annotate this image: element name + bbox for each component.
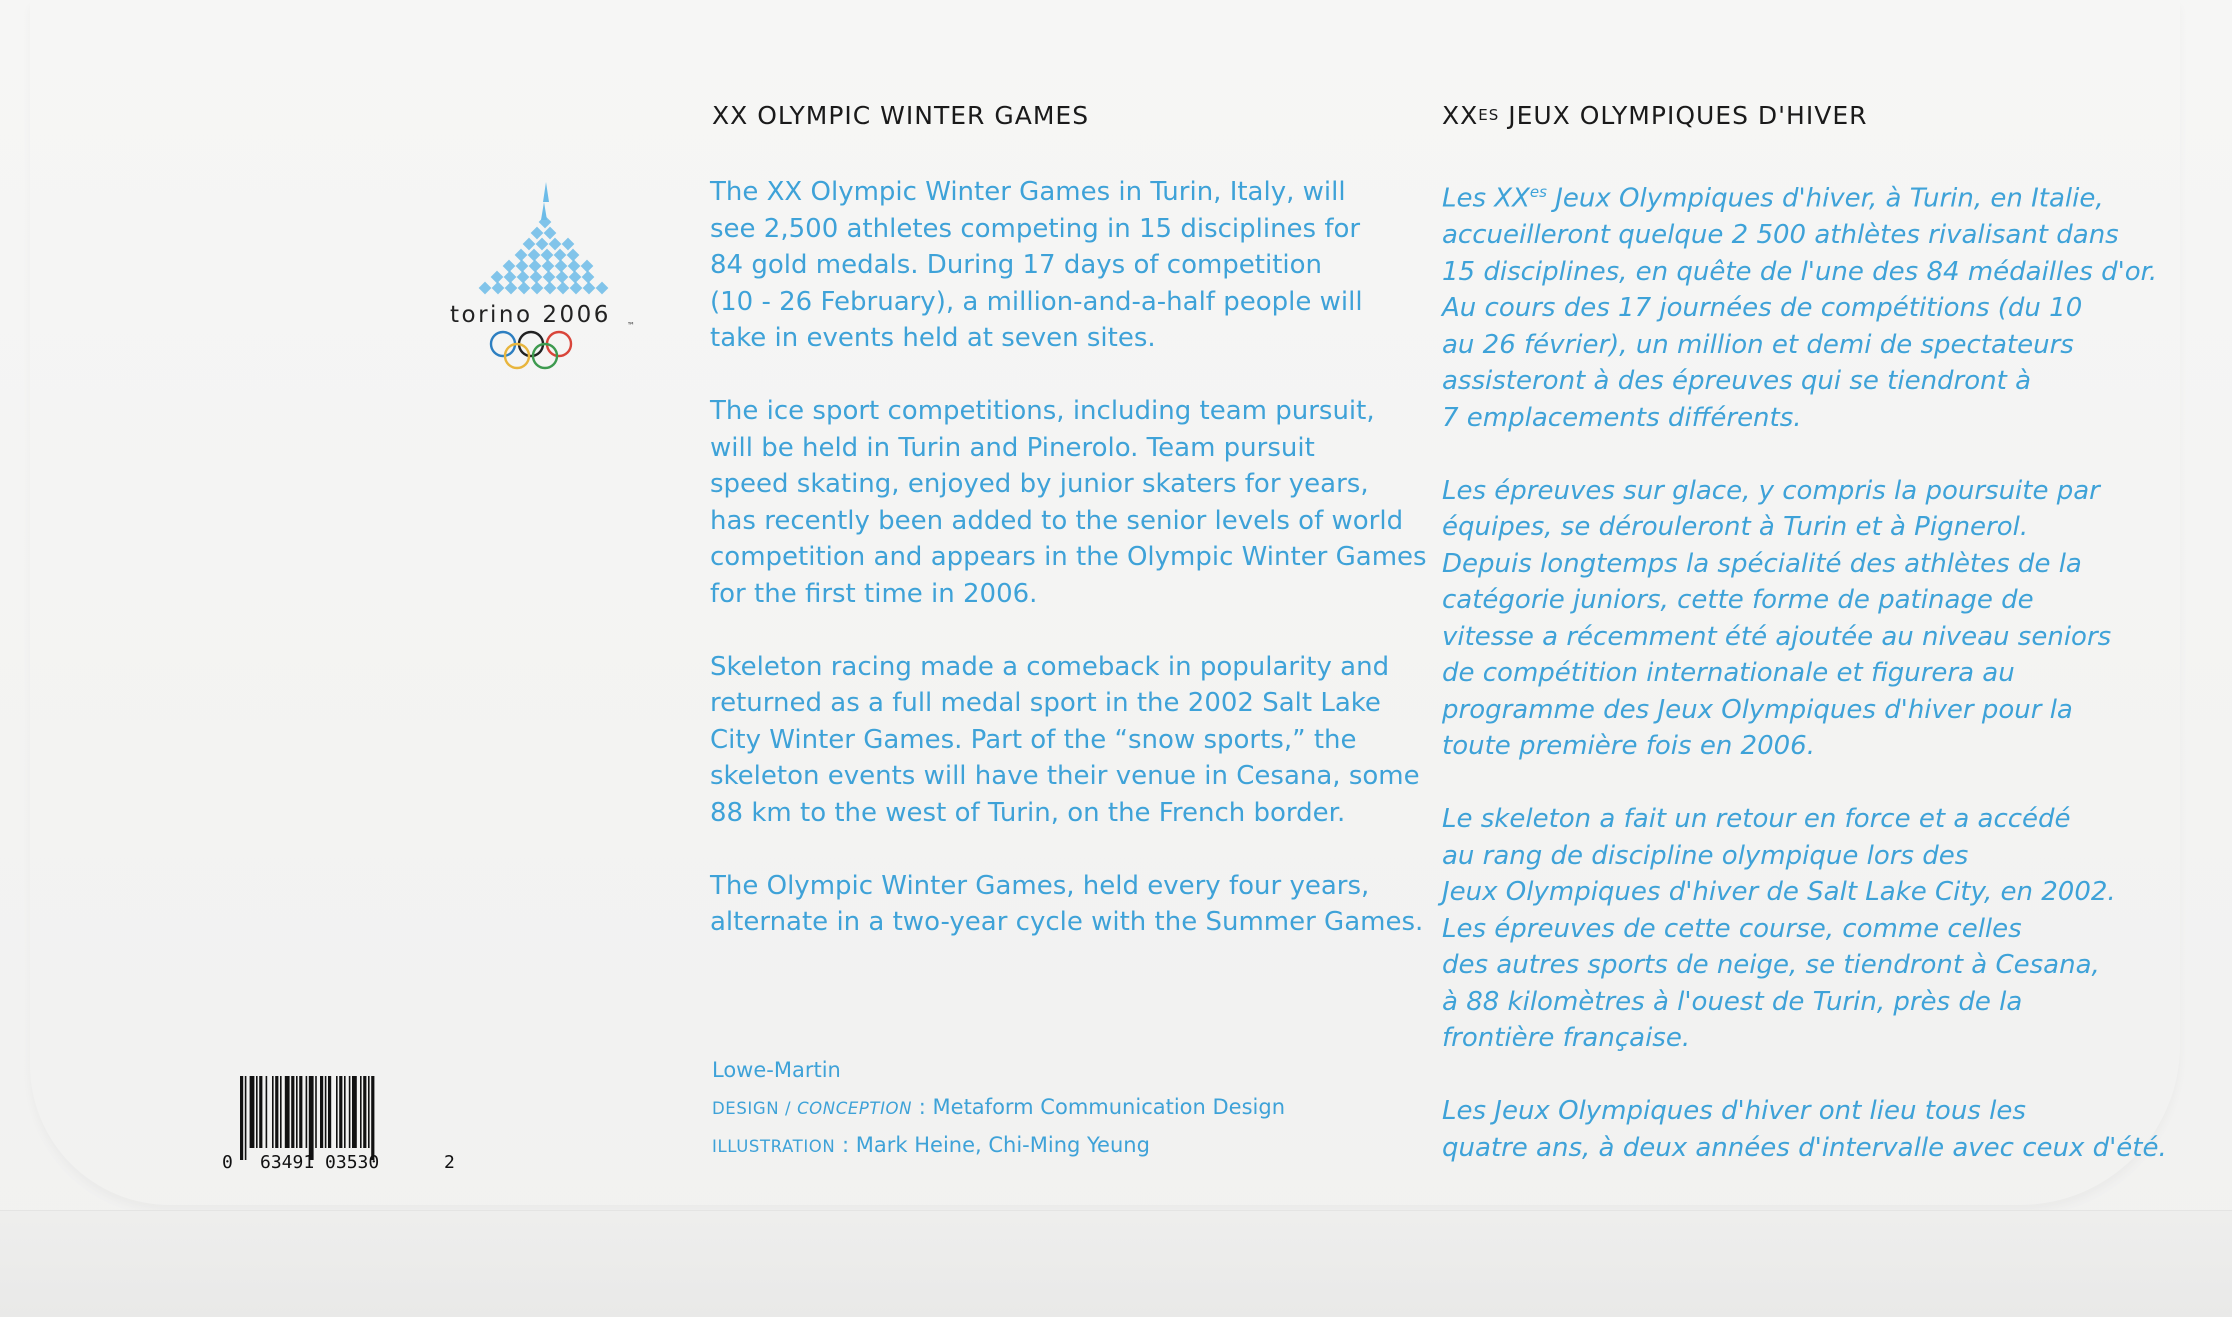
barcode-bar	[259, 1076, 262, 1148]
french-heading-rest: JEUX OLYMPIQUES D'HIVER	[1499, 101, 1868, 130]
logo-diamond	[596, 282, 609, 295]
logo-diamond	[570, 282, 583, 295]
logo-diamond	[515, 249, 528, 262]
barcode-digits: 63491 03530	[260, 1152, 380, 1170]
logo-diamond	[529, 260, 542, 273]
french-body	[1442, 174, 2167, 1203]
barcode-bar	[368, 1076, 370, 1148]
logo-diamond	[555, 260, 568, 273]
torino-2006-logo	[445, 180, 645, 380]
logo-diamond-grid	[479, 182, 609, 294]
french-paragraph-1-prefix: Les XX	[1442, 183, 1530, 214]
logo-diamond	[530, 271, 543, 284]
illustration-value: Mark Heine, Chi-Ming Yeung	[855, 1133, 1150, 1157]
barcode-bar	[349, 1076, 351, 1148]
barcode-bar	[245, 1076, 247, 1160]
logo-diamond	[517, 271, 530, 284]
design-label: DESIGN /	[712, 1099, 798, 1118]
barcode-bar	[371, 1076, 374, 1160]
english-paragraph-2: The ice sport competitions, including team pursuit, will be held in Turin and Pinerolo. Team pursuit speed skating, enjoyed by junior skaters for years, has recently been added to the senior levels of world competition and appears in the Olympic Winter Games for the first time in 2006.	[710, 396, 1427, 609]
logo-spire	[541, 182, 549, 220]
logo-diamond	[491, 271, 504, 284]
barcode-bar	[285, 1076, 290, 1148]
barcode-bar	[280, 1076, 282, 1148]
logo-diamond	[531, 282, 544, 295]
logo-diamond	[531, 227, 544, 240]
design-credit	[712, 1089, 1285, 1127]
barcode-bar	[275, 1076, 278, 1148]
design-label-french: CONCEPTION	[797, 1099, 913, 1118]
logo-diamond	[544, 227, 557, 240]
french-paragraph-4: Les Jeux Olympiques d'hiver ont lieu tous les quatre ans, à deux années d'intervalle avec ceux d'été.	[1442, 1096, 2167, 1163]
logo-diamond	[568, 260, 581, 273]
barcode-bars	[240, 1076, 374, 1160]
barcode-bar	[336, 1076, 338, 1148]
french-paragraph-1-superscript: es	[1529, 183, 1547, 201]
logo-diamond	[549, 238, 562, 251]
logo-diamond	[543, 271, 556, 284]
logo-diamond	[518, 282, 531, 295]
barcode-bar	[325, 1076, 327, 1148]
logo-diamond	[582, 271, 595, 284]
french-paragraph-1	[1442, 174, 2167, 436]
barcode-bar	[328, 1076, 331, 1148]
barcode-bar	[266, 1076, 268, 1148]
english-paragraph-3: Skeleton racing made a comeback in popularity and returned as a full medal sport in the 2002 Salt Lake City Winter Games. Part of the “snow sports,” the skeleton events will have their venue in Cesana, some 88 km to the west of Turin, on the French border.	[710, 651, 1420, 828]
french-heading-prefix: XX	[1442, 101, 1479, 130]
logo-diamond	[492, 282, 505, 295]
illustration-credit	[712, 1127, 1285, 1165]
barcode-bar	[291, 1076, 294, 1148]
logo-diamond	[505, 282, 518, 295]
barcode-bar	[299, 1076, 302, 1148]
barcode-bar	[339, 1076, 342, 1148]
envelope-bottom-flap	[0, 1210, 2232, 1317]
barcode-bar	[344, 1076, 346, 1148]
french-heading-superscript: ES	[1478, 106, 1500, 124]
logo-diamond	[516, 260, 529, 273]
barcode-bar	[360, 1076, 362, 1148]
english-heading: XX OLYMPIC WINTER GAMES	[712, 101, 1090, 130]
logo-tm: ™	[627, 321, 635, 330]
barcode-bar	[352, 1076, 357, 1148]
logo-diamond	[554, 249, 567, 262]
barcode-bar	[272, 1076, 274, 1148]
logo-diamond	[539, 216, 552, 229]
logo-diamond	[556, 271, 569, 284]
barcode-bar	[296, 1076, 298, 1148]
french-paragraph-2: Les épreuves sur glace, y compris la poursuite par équipes, se dérouleront à Turin et à Pignerol. Depuis longtemps la spécialité des athlètes de la catégorie juniors, cette forme de patinage de vitesse a récemment été ajoutée au niveau seniors de compétition internationale et figurera au programme des Jeux Olympiques d'hiver pour la toute première fois en 2006.	[1442, 475, 2112, 762]
logo-diamond	[504, 271, 517, 284]
olympic-rings-icon	[491, 332, 571, 368]
french-paragraph-3: Le skeleton a fait un retour en force et a accédé au rang de discipline olympique lors des Jeux Olympiques d'hiver de Salt Lake City, en 2002. Les épreuves de cette course, comme celles des autres sports de neige, se tiendront à Cesana, à 88 kilomètres à l'ouest de Turin, près de la frontière française.	[1442, 804, 2116, 1054]
barcode-bar	[240, 1076, 243, 1160]
design-separator: :	[912, 1095, 933, 1119]
barcode-lead-digit: 0	[222, 1152, 233, 1170]
english-body	[710, 174, 1427, 977]
logo-diamond	[562, 238, 575, 251]
logo-wordmark: torino 2006	[450, 302, 611, 328]
design-value: Metaform Communication Design	[932, 1095, 1286, 1119]
barcode-bar	[256, 1076, 258, 1148]
barcode-bar	[363, 1076, 366, 1148]
logo-diamond	[479, 282, 492, 295]
barcode-bar	[306, 1076, 308, 1148]
logo-diamond	[528, 249, 541, 262]
logo-diamond	[541, 249, 554, 262]
logo-diamond	[569, 271, 582, 284]
credits-block	[712, 1052, 1285, 1165]
printer-credit: Lowe-Martin	[712, 1058, 841, 1082]
barcode-bar	[250, 1076, 255, 1148]
english-paragraph-1: The XX Olympic Winter Games in Turin, Italy, will see 2,500 athletes competing in 15 disciplines for 84 gold medals. During 17 days of competition (10 - 26 February), a million-and-a-half people will take in events held at seven sites.	[710, 177, 1363, 353]
illustration-label: ILLUSTRATION	[712, 1137, 836, 1156]
barcode-icon	[222, 1076, 462, 1170]
english-paragraph-4: The Olympic Winter Games, held every four years, alternate in a two-year cycle with the Summer Games.	[710, 870, 1424, 937]
barcode-check-digit: 2	[444, 1152, 455, 1170]
logo-diamond	[557, 282, 570, 295]
logo-diamond	[581, 260, 594, 273]
french-heading	[1442, 101, 1867, 130]
logo-diamond	[542, 260, 555, 273]
barcode-bar	[309, 1076, 314, 1160]
logo-diamond	[544, 282, 557, 295]
french-paragraph-1-rest: Jeux Olympiques d'hiver, à Turin, en Italie, accueilleront quelque 2 500 athlètes rivalisant dans 15 disciplines, en quête de l'une des 84 médailles d'or. Au cours des 17 journées de compétitions (du 10 au 26 février), un million et demi de spectateurs assisteront à des épreuves qui se tiendront à 7 emplacements différents.	[1442, 183, 2158, 433]
logo-diamond	[503, 260, 516, 273]
logo-diamond	[523, 238, 536, 251]
barcode-bar	[320, 1076, 323, 1148]
illustration-separator: :	[835, 1133, 856, 1157]
logo-diamond	[567, 249, 580, 262]
barcode-bar	[315, 1076, 317, 1148]
logo-diamond	[536, 238, 549, 251]
logo-diamond	[583, 282, 596, 295]
